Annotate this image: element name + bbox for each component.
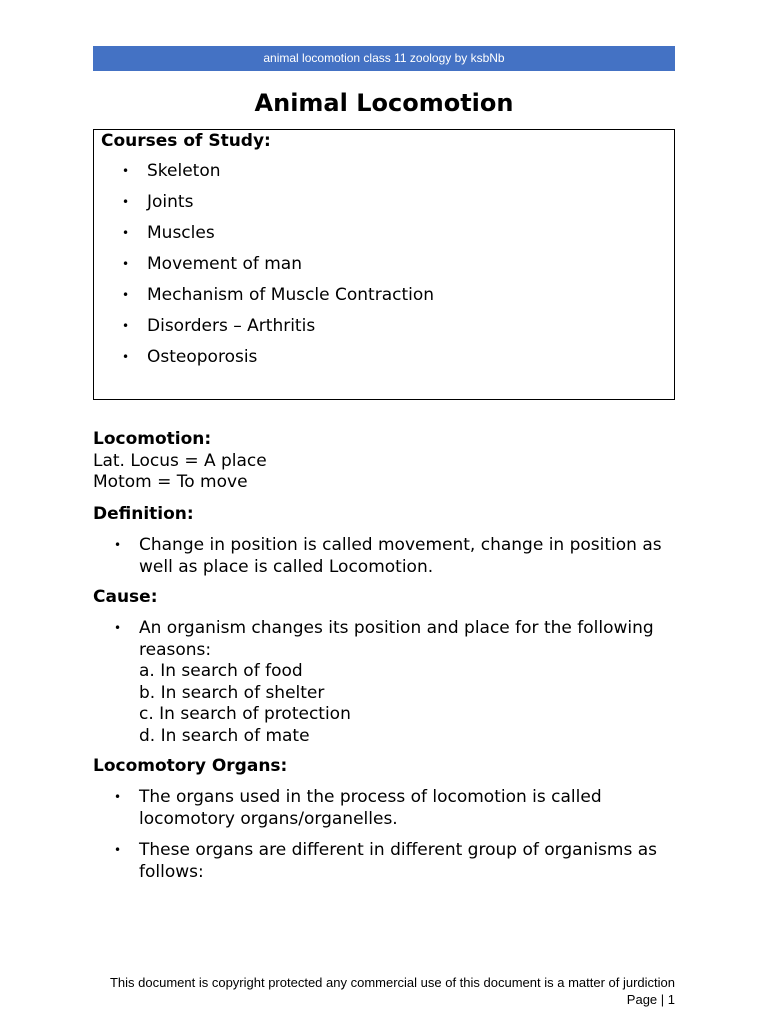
locomotory-organs-text: These organs are different in different group of organisms as follows: bbox=[139, 840, 657, 882]
courses-of-study-box bbox=[93, 129, 675, 400]
list-item bbox=[94, 160, 674, 191]
copyright-footer: This document is copyright protected any commercial use of this document is a matter of jurdiction bbox=[109, 975, 675, 990]
bullet-icon: • bbox=[122, 257, 130, 271]
bullet-icon: • bbox=[114, 790, 122, 804]
bullet-icon: • bbox=[114, 538, 122, 552]
reason-line: d. In search of mate bbox=[139, 725, 310, 746]
header-banner: animal locomotion class 11 zoology by ksbNb bbox=[93, 46, 675, 71]
list-item bbox=[94, 284, 674, 315]
list-item bbox=[94, 346, 674, 377]
course-item-label: Mechanism of Muscle Contraction bbox=[147, 285, 435, 305]
list-item bbox=[94, 315, 674, 346]
course-item-label: Muscles bbox=[147, 223, 215, 243]
locomotion-section bbox=[93, 429, 675, 494]
course-item-label: Movement of man bbox=[147, 254, 302, 274]
document-title: Animal Locomotion bbox=[254, 89, 514, 117]
page-number: Page | 1 bbox=[626, 992, 675, 1007]
bullet-icon: • bbox=[122, 288, 130, 302]
locomotory-organs-bullet bbox=[93, 840, 675, 883]
bullet-icon: • bbox=[122, 226, 130, 240]
cause-intro-text: An organism changes its position and place for the following reasons: bbox=[139, 618, 654, 660]
definition-heading: Definition: bbox=[93, 504, 194, 524]
bullet-icon: • bbox=[114, 843, 122, 857]
course-item-label: Skeleton bbox=[147, 161, 221, 181]
reason-line: a. In search of food bbox=[139, 661, 303, 681]
locomotory-organs-bullet bbox=[93, 787, 675, 830]
cause-heading: Cause: bbox=[93, 587, 158, 607]
reason-line: b. In search of shelter bbox=[139, 682, 325, 703]
list-item bbox=[94, 253, 674, 284]
course-item-label: Disorders – Arthritis bbox=[147, 316, 316, 336]
course-item-label: Joints bbox=[147, 192, 194, 212]
bullet-icon: • bbox=[122, 350, 130, 364]
bullet-icon: • bbox=[122, 195, 130, 209]
locomotory-organs-heading: Locomotory Organs: bbox=[93, 756, 288, 776]
list-item bbox=[94, 191, 674, 222]
definition-text: Change in position is called movement, change in position as well as place is called Locomotion. bbox=[139, 535, 662, 577]
course-item-label: Osteoporosis bbox=[147, 347, 258, 367]
bullet-icon: • bbox=[122, 319, 130, 333]
cause-bullet bbox=[93, 618, 675, 747]
reason-line: c. In search of protection bbox=[139, 704, 351, 724]
bullet-icon: • bbox=[114, 621, 122, 635]
etymology-line: Lat. Locus = A place bbox=[93, 450, 267, 471]
courses-list bbox=[94, 160, 674, 377]
etymology-line: Motom = To move bbox=[93, 472, 248, 492]
locomotion-heading: Locomotion: bbox=[93, 429, 212, 449]
locomotory-organs-text: The organs used in the process of locomotion is called locomotory organs/organelles. bbox=[139, 787, 602, 829]
courses-heading: Courses of Study: bbox=[101, 131, 271, 151]
definition-bullet bbox=[93, 535, 675, 578]
bullet-icon: • bbox=[122, 164, 130, 178]
list-item bbox=[94, 222, 674, 253]
